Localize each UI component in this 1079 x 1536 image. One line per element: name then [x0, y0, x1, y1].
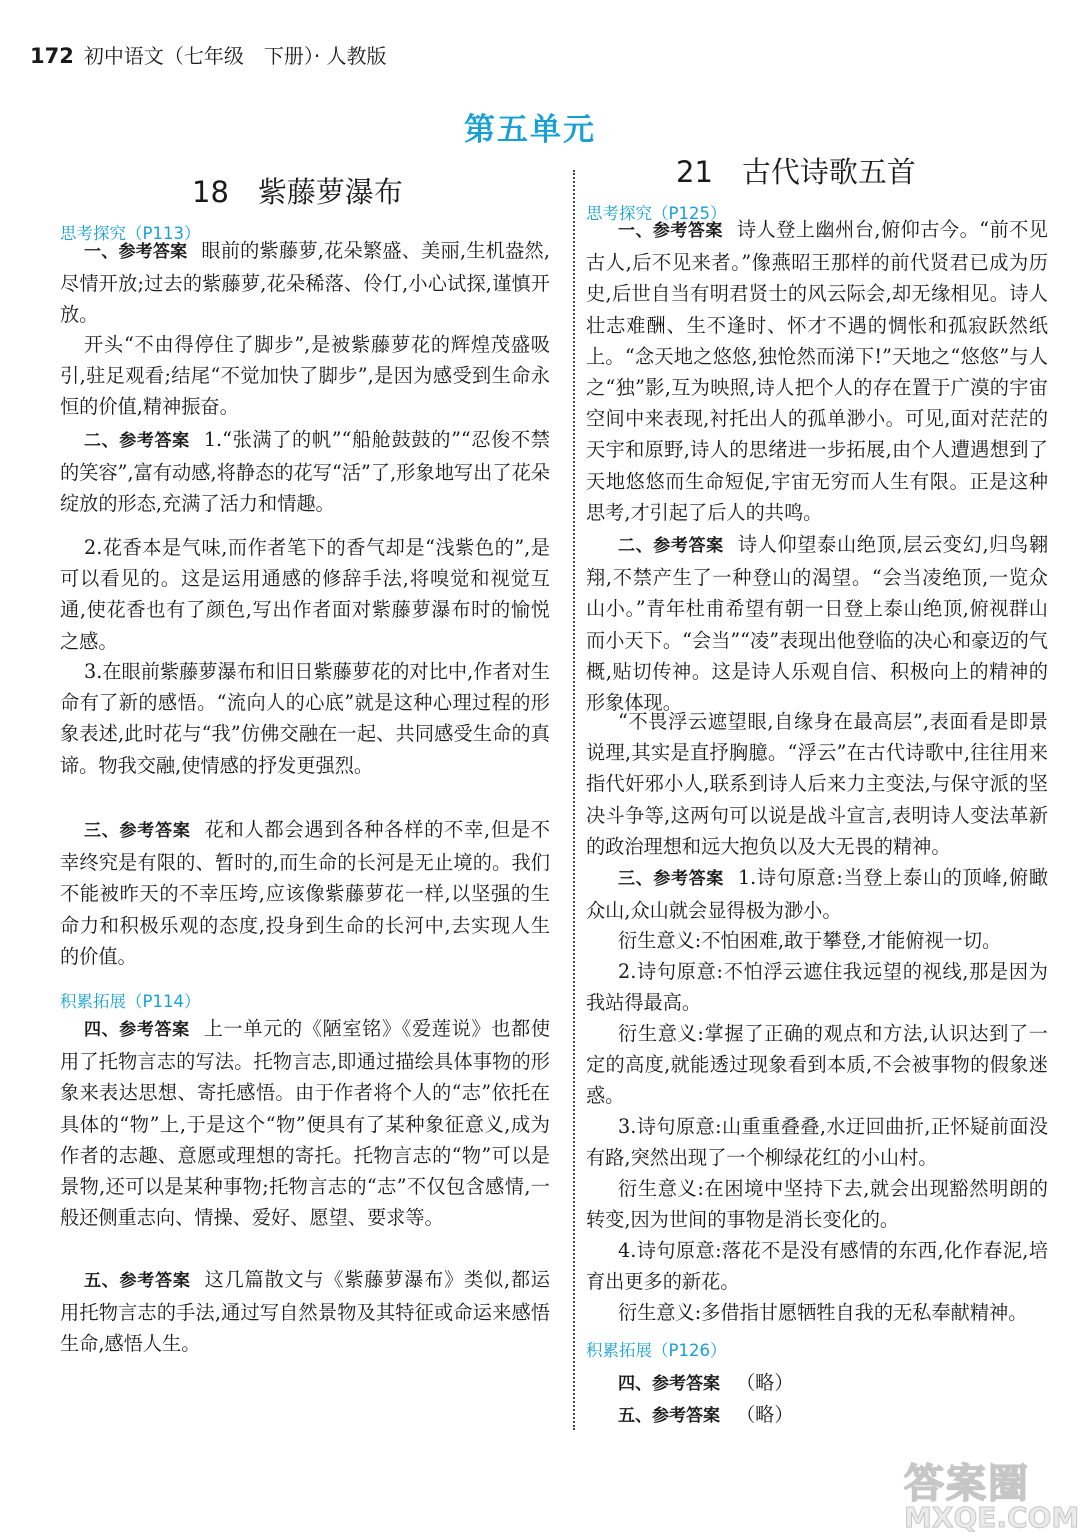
answer-text: 这几篇散文与《紫藤萝瀑布》类似,都运用托物言志的手法,通过写自然景物及其特征或命运来感悟生命,感悟人生。: [60, 1268, 550, 1356]
book-title: 初中语文（七年级 下册）· 人教版: [83, 44, 387, 68]
answer-paragraph: 开头“不由得停住了脚步”,是被紫藤萝花的辉煌茂盛吸引,驻足观看;结尾“不觉加快了脚步”,是因为感受到生命永恒的价值,精神振奋。: [60, 333, 550, 419]
answer-text: 诗人仰望泰山绝顶,层云变幻,归鸟翱翔,不禁产生了一种登山的渴望。“会当凌绝顶,一览众山小。”青年杜甫希望有朝一日登上泰山绝顶,俯视群山而小天下。“会当”“凌”表现出他登临的决心和豪迈的气概,贴切传神。这是诗人乐观自信、积极向上的精神的形象体现。: [586, 533, 1049, 715]
answer-text: （略）: [736, 1403, 794, 1426]
answer-text: 花和人都会遇到各种各样的不幸,但是不幸终究是有限的、暂时的,而生命的长河是无止境的。我们不能被昨天的不幸压垮,应该像紫藤萝花一样,以坚强的生命力和积极乐观的态度,投身到生命的长河中,去实现人生的价值。: [60, 818, 550, 968]
answer-paragraph: [60, 1013, 550, 1233]
answer-text: （略）: [736, 1371, 794, 1394]
answer-text: 诗人登上幽州台,俯仰古今。“前不见古人,后不见来者。”像燕昭王那样的前代贤君已成为历史,后世自当有明君贤士的风云际会,却无缘相见。诗人壮志难酬、生不逢时、怀才不遇的惆怅和孤寂跃然纸上。“念天地之悠悠,独怆然而涕下!”天地之“悠悠”与人之“独”影,互为映照,诗人把个人的存在置于广漠的宇宙空间中来表现,衬托出人的孤单渺小。可见,面对茫茫的天宇和原野,诗人的思绪进一步拓展,由个人遭遇想到了天地悠悠而生命短促,宇宙无穷而人生有限。正是这种思考,才引起了后人的共鸣。: [586, 218, 1048, 524]
answer-text: 1.诗句原意:当登上泰山的顶峰,俯瞰众山,众山就会显得极为渺小。: [586, 866, 1049, 923]
answer-paragraph: 2.诗句原意:不怕浮云遮住我远望的视线,那是因为我站得最高。: [586, 960, 1048, 1015]
section-heading: 积累拓展（P114）: [60, 992, 201, 1011]
answer-label: 四、参考答案: [84, 1020, 190, 1040]
answer-label: 五、参考答案: [84, 1271, 191, 1291]
answer-paragraph: [618, 1400, 794, 1427]
watermark-text: 答案圈: [904, 1461, 1030, 1507]
answer-paragraph: [60, 424, 550, 520]
page-header: [30, 40, 387, 69]
answer-label: 一、参考答案: [618, 221, 723, 241]
column-divider: [573, 170, 575, 1430]
answer-label: 四、参考答案: [618, 1374, 720, 1394]
answer-paragraph: 衍生意义:不怕困难,敢于攀登,才能俯视一切。: [618, 929, 1002, 952]
page-number: 172: [30, 44, 74, 68]
watermark-logo: [904, 1452, 1079, 1534]
answer-paragraph: [586, 862, 1048, 926]
answer-label: 五、参考答案: [618, 1406, 720, 1426]
answer-label: 一、参考答案: [84, 242, 188, 262]
answer-paragraph: 衍生意义:多借指甘愿牺牲自我的无私奉献精神。: [618, 1301, 1028, 1324]
answer-text: 1.“张满了的帆”“船舱鼓鼓的”“忍俊不禁的笑容”,富有动感,将静态的花写“活”了,形象地写出了花朵绽放的形态,充满了活力和情趣。: [60, 428, 550, 516]
answer-text: 上一单元的《陋室铭》《爱莲说》也都使用了托物言志的写法。托物言志,即通过描绘具体事物的形象来表达思想、寄托感悟。由于作者将个人的“志”依托在具体的“物”上,于是这个“物”便具有了某种象征意义,成为作者的志趣、意愿或理想的寄托。托物言志的“物”可以是景物,还可以是某种事物;托物言志的“志”不仅包含感情,一般还侧重志向、情操、爱好、愿望、要求等。: [60, 1017, 551, 1230]
answer-paragraph: [60, 235, 550, 331]
section-heading: 思考探究（P113）: [60, 224, 201, 243]
answer-paragraph: “不畏浮云遮望眼,自缘身在最高层”,表面看是即景说理,其实是直抒胸臆。“浮云”在古代诗歌中,往往用来指代奸邪小人,联系到诗人后来力主变法,与保守派的坚决斗争等,这两句可以说是战斗宣言,表明诗人变法革新的政治理想和远大抱负以及大无畏的精神。: [586, 710, 1048, 858]
answer-paragraph: 2.花香本是气味,而作者笔下的香气却是“浅紫色的”,是可以看见的。这是运用通感的修辞手法,将嗅觉和视觉互通,使花香也有了颜色,写出作者面对紫藤萝瀑布时的愉悦之感。: [60, 536, 550, 653]
section-heading: 思考探究（P125）: [586, 204, 727, 223]
answer-paragraph: 衍生意义:掌握了正确的观点和方法,认识达到了一定的高度,就能透过现象看到本质,不会被事物的假象迷惑。: [586, 1022, 1048, 1108]
answer-paragraph: 3.在眼前紫藤萝瀑布和旧日紫藤萝花的对比中,作者对生命有了新的感悟。“流向人的心底”就是这种心理过程的形象表述,此时花与“我”仿佛交融在一起、共同感受生命的真谛。物我交融,使情感的抒发更强烈。: [60, 660, 550, 777]
answer-label: 二、参考答案: [618, 536, 724, 556]
lesson-title: 18 紫藤萝瀑布: [192, 175, 403, 209]
watermark-url: MXQE.COM: [904, 1501, 1079, 1534]
section-heading: 积累拓展（P126）: [586, 1341, 727, 1360]
answer-label: 三、参考答案: [618, 869, 724, 889]
answer-paragraph: [618, 1368, 794, 1395]
answer-paragraph: [60, 1264, 550, 1360]
answer-paragraph: [586, 529, 1048, 718]
unit-title: 第五单元: [464, 112, 596, 148]
lesson-title: 21 古代诗歌五首: [676, 155, 916, 189]
answer-label: 二、参考答案: [84, 431, 190, 451]
answer-paragraph: 4.诗句原意:落花不是没有感情的东西,化作春泥,培育出更多的新花。: [586, 1239, 1048, 1294]
answer-paragraph: 3.诗句原意:山重重叠叠,水迂回曲折,正怀疑前面没有路,突然出现了一个柳绿花红的小山村。: [586, 1115, 1048, 1170]
answer-paragraph: [586, 214, 1048, 528]
answer-paragraph: 衍生意义:在困境中坚持下去,就会出现豁然明朗的转变,因为世间的事物是消长变化的。: [586, 1177, 1048, 1232]
answer-label: 三、参考答案: [84, 821, 191, 841]
answer-text: 眼前的紫藤萝,花朵繁盛、美丽,生机盎然,尽情开放;过去的紫藤萝,花朵稀落、伶仃,小心试探,谨慎开放。: [60, 239, 551, 327]
answer-paragraph: [60, 814, 550, 972]
